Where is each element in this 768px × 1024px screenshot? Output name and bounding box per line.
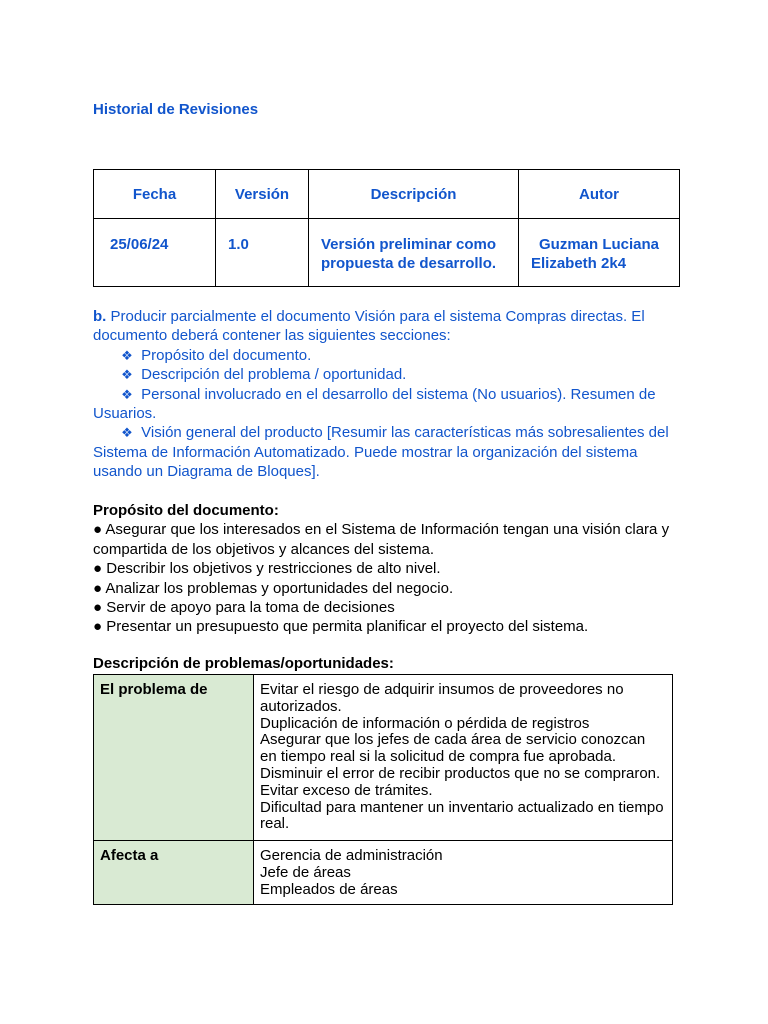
affected-line: Gerencia de administración	[260, 847, 443, 865]
row-label-afecta: Afecta a	[94, 841, 254, 904]
revision-table	[93, 169, 680, 287]
list-item-text: Personal involucrado en el desarrollo del sistema (No usuarios). Resumen de Usuarios.	[93, 385, 656, 423]
diamond-bullet-icon: ❖	[121, 425, 133, 441]
problem-line: Dificultad para mantener un inventario actualizado en tiempo real.	[260, 798, 664, 833]
bullet-icon: ●	[93, 521, 103, 539]
affected-line: Empleados de áreas	[260, 880, 398, 898]
row-value-problema	[254, 675, 673, 841]
revision-history-heading: Historial de Revisiones	[93, 101, 259, 118]
section-b-label: b.	[93, 308, 107, 325]
cell-autor	[519, 219, 679, 273]
list-item-text: Describir los objetivos y restricciones de alto nivel.	[106, 560, 441, 578]
diamond-bullet-icon: ❖	[121, 347, 133, 363]
cell-descripcion	[309, 219, 518, 273]
list-item-text: Analizar los problemas y oportunidades del negocio.	[105, 579, 454, 597]
list-item	[93, 385, 683, 424]
problem-line: Evitar el riesgo de adquirir insumos de proveedores no autorizados.	[260, 681, 624, 715]
problem-line: Duplicación de información o pérdida de registros	[260, 714, 590, 732]
diamond-bullet-icon: ❖	[121, 367, 133, 383]
cell-version: 1.0	[228, 236, 249, 253]
purpose-heading: Propósito del documento:	[93, 502, 279, 519]
column-header-fecha: Fecha	[94, 170, 216, 219]
section-b	[93, 307, 683, 482]
problems-heading: Descripción de problemas/oportunidades:	[93, 655, 394, 672]
problem-line: Evitar exceso de trámites.	[260, 781, 433, 799]
row-value-afecta	[254, 841, 673, 904]
table-row	[94, 219, 680, 287]
bullet-icon: ●	[93, 618, 103, 636]
list-item	[93, 520, 693, 559]
column-header-version: Versión	[216, 170, 309, 219]
bullet-icon: ●	[93, 599, 103, 617]
list-item	[93, 579, 693, 598]
list-item	[93, 365, 683, 384]
list-item-text: Presentar un presupuesto que permita planificar el proyecto del sistema.	[106, 618, 589, 636]
affected-line: Jefe de áreas	[260, 863, 351, 881]
list-item-text: Asegurar que los interesados en el Sistema de Información tengan una visión clara y compartida de los objetivos y alcances del sistema.	[93, 521, 670, 558]
bullet-icon: ●	[93, 560, 103, 578]
autor-line: Guzman Luciana	[539, 236, 660, 253]
list-item	[93, 617, 693, 636]
table-row	[94, 675, 673, 841]
list-item-text: Servir de apoyo para la toma de decisiones	[106, 599, 395, 617]
diamond-bullet-icon: ❖	[121, 386, 133, 402]
column-header-autor: Autor	[519, 170, 680, 219]
cell-fecha: 25/06/24	[110, 236, 169, 253]
bullet-icon: ●	[93, 579, 103, 597]
list-item	[93, 423, 683, 481]
section-b-intro: Producir parcialmente el documento Visión para el sistema Compras directas. El documento deberá contener las siguientes secciones:	[93, 308, 645, 345]
row-label-problema: El problema de	[94, 675, 254, 841]
list-item	[93, 346, 683, 365]
list-item-text: Descripción del problema / oportunidad.	[141, 366, 407, 384]
list-item	[93, 598, 693, 617]
column-header-descripcion: Descripción	[309, 170, 519, 219]
purpose-section	[93, 501, 693, 637]
descripcion-line: propuesta de desarrollo.	[321, 255, 497, 272]
list-item-text: Propósito del documento.	[141, 346, 312, 364]
autor-line: Elizabeth 2k4	[531, 255, 627, 272]
list-item-text: Visión general del producto [Resumir las características más sobresalientes del Sistema de Información Automatizado. Puede mostrar la organización del sistema usando un Diagrama de Bloques].	[93, 424, 669, 481]
problems-table	[93, 674, 673, 905]
descripcion-line: Versión preliminar como	[321, 236, 497, 253]
table-row	[94, 841, 673, 904]
problem-line: Asegurar que los jefes de cada área de servicio conozcan en tiempo real si la solicitud de compra fue aprobada.	[260, 731, 646, 766]
list-item	[93, 559, 693, 578]
problem-line: Disminuir el error de recibir productos que no se compraron.	[260, 764, 661, 782]
